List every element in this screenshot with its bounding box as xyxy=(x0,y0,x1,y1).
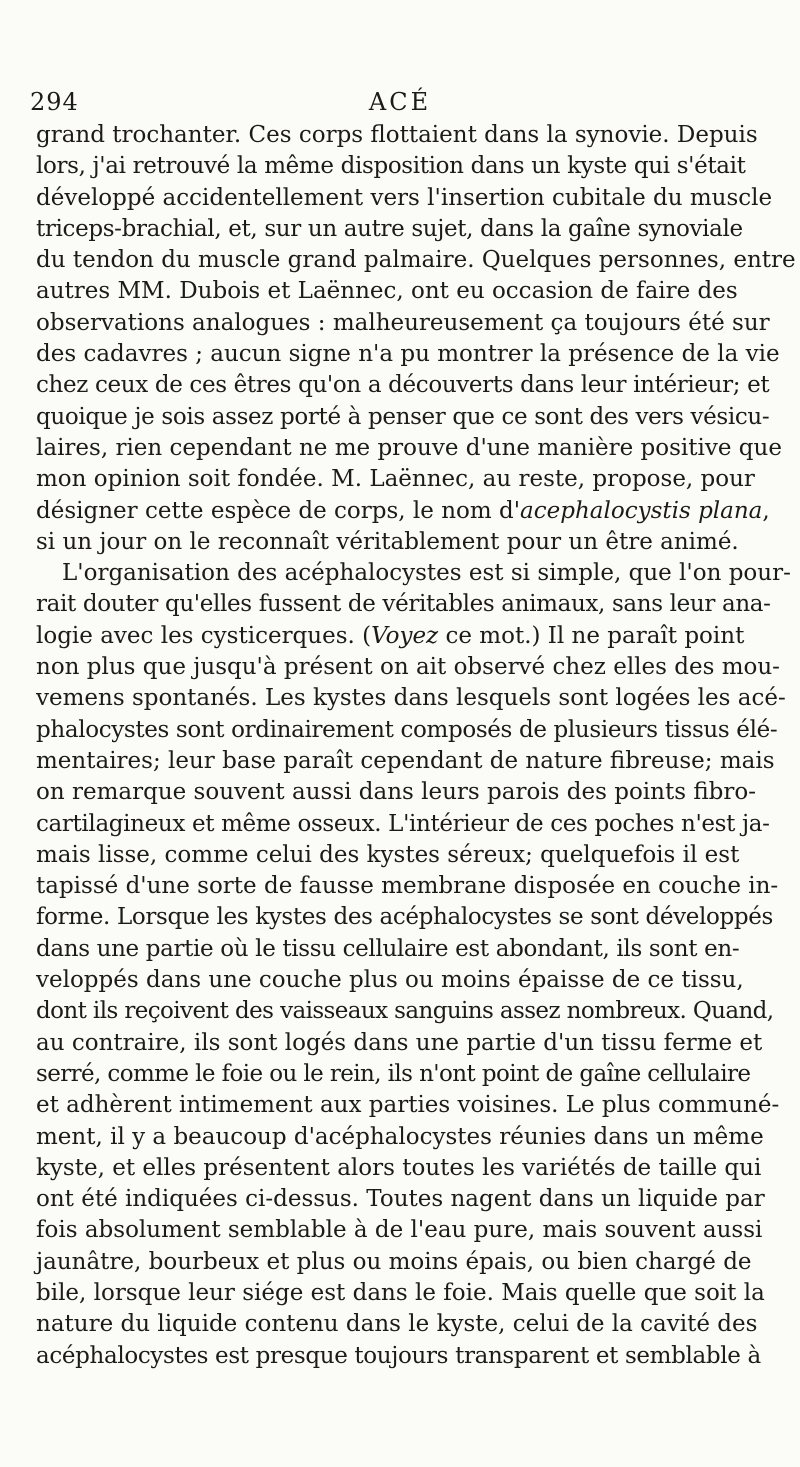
text-line: quoique je sois assez porté à penser que ce sont des vers vésicu- xyxy=(36,403,770,430)
text-line: serré, comme le foie ou le rein, ils n'ont point de gaîne cellulaire xyxy=(36,1060,751,1087)
text-line: L'organisation des acéphalocystes est si simple, que l'on pour- xyxy=(62,560,791,587)
text-line: grand trochanter. Ces corps flottaient dans la synovie. Depuis xyxy=(36,122,758,148)
text-line: jaunâtre, bourbeux et plus ou moins épais, ou bien chargé de xyxy=(36,1248,752,1275)
text-line: chez ceux de ces êtres qu'on a découverts dans leur intérieur; et xyxy=(36,372,770,399)
page-number: 294 xyxy=(30,88,79,116)
text-line: veloppés dans une couche plus ou moins épaisse de ce tissu, xyxy=(36,967,744,994)
text-line: forme. Lorsque les kystes des acéphalocystes se sont développés xyxy=(36,904,774,931)
text-line: au contraire, ils sont logés dans une partie d'un tissu ferme et xyxy=(36,1029,763,1056)
body-text xyxy=(36,120,796,1372)
text-line: logie avec les cysticerques. (Voyez ce mot.) Il ne paraît point xyxy=(36,622,745,649)
text-line: cartilagineux et même osseux. L'intérieur de ces poches n'est ja- xyxy=(36,810,770,837)
text-line: si un jour on le reconnaît véritablement pour un être animé. xyxy=(36,528,739,555)
text-line: dans une partie où le tissu cellulaire est abondant, ils sont en- xyxy=(36,935,740,962)
text-line: bile, lorsque leur siége est dans le foie. Mais quelle que soit la xyxy=(36,1279,765,1306)
text-line: laires, rien cependant ne me prouve d'une manière positive que xyxy=(36,434,782,461)
text-line: et adhèrent intimement aux parties voisines. Le plus communé- xyxy=(36,1092,780,1119)
text-line: mentaires; leur base paraît cependant de nature fibreuse; mais xyxy=(36,747,775,774)
text-line: on remarque souvent aussi dans leurs parois des points fibro- xyxy=(36,779,757,806)
text-line: tapissé d'une sorte de fausse membrane disposée en couche in- xyxy=(36,873,779,900)
latin-term: acephalocystis plana xyxy=(520,497,763,524)
text-line: du tendon du muscle grand palmaire. Quelques personnes, entre xyxy=(36,247,796,274)
text-line: acéphalocystes est presque toujours transparent et semblable à xyxy=(36,1342,761,1369)
text-line: mon opinion soit fondée. M. Laënnec, au reste, propose, pour xyxy=(36,466,755,493)
cross-reference: Voyez xyxy=(371,622,439,649)
text-line: triceps-brachial, et, sur un autre sujet, dans la gaîne synoviale xyxy=(36,215,743,242)
text-line: fois absolument semblable à de l'eau pure, mais souvent aussi xyxy=(36,1217,763,1244)
text-line: nature du liquide contenu dans le kyste, celui de la cavité des xyxy=(36,1311,758,1338)
text-line: rait douter qu'elles fussent de véritables animaux, sans leur ana- xyxy=(36,591,771,618)
text-line: vemens spontanés. Les kystes dans lesquels sont logées les acé- xyxy=(36,685,786,712)
text-line: ont été indiquées ci-dessus. Toutes nagent dans un liquide par xyxy=(36,1186,765,1213)
text-line: lors, j'ai retrouvé la même disposition dans un kyste qui s'était xyxy=(36,153,746,180)
text-line: autres MM. Dubois et Laënnec, ont eu occasion de faire des xyxy=(36,278,738,305)
text-line: phalocystes sont ordinairement composés de plusieurs tissus élé- xyxy=(36,716,778,743)
text-line: des cadavres ; aucun signe n'a pu montrer la présence de la vie xyxy=(36,341,780,368)
text-line: développé accidentellement vers l'insertion cubitale du muscle xyxy=(36,184,773,211)
text-line: kyste, et elles présentent alors toutes les variétés de taille qui xyxy=(36,1154,762,1181)
page-header xyxy=(0,88,800,120)
text-line: non plus que jusqu'à présent on ait observé chez elles des mou- xyxy=(36,654,780,681)
text-line: désigner cette espèce de corps, le nom d'acephalocystis plana, xyxy=(36,497,770,524)
running-title: ACÉ xyxy=(368,88,432,116)
text-line: dont ils reçoivent des vaisseaux sanguins assez nombreux. Quand, xyxy=(36,998,774,1025)
text-line: ment, il y a beaucoup d'acéphalocystes réunies dans un même xyxy=(36,1123,764,1150)
text-line: mais lisse, comme celui des kystes séreux; quelquefois il est xyxy=(36,841,740,868)
text-line: observations analogues : malheureusement ça toujours été sur xyxy=(36,309,770,336)
